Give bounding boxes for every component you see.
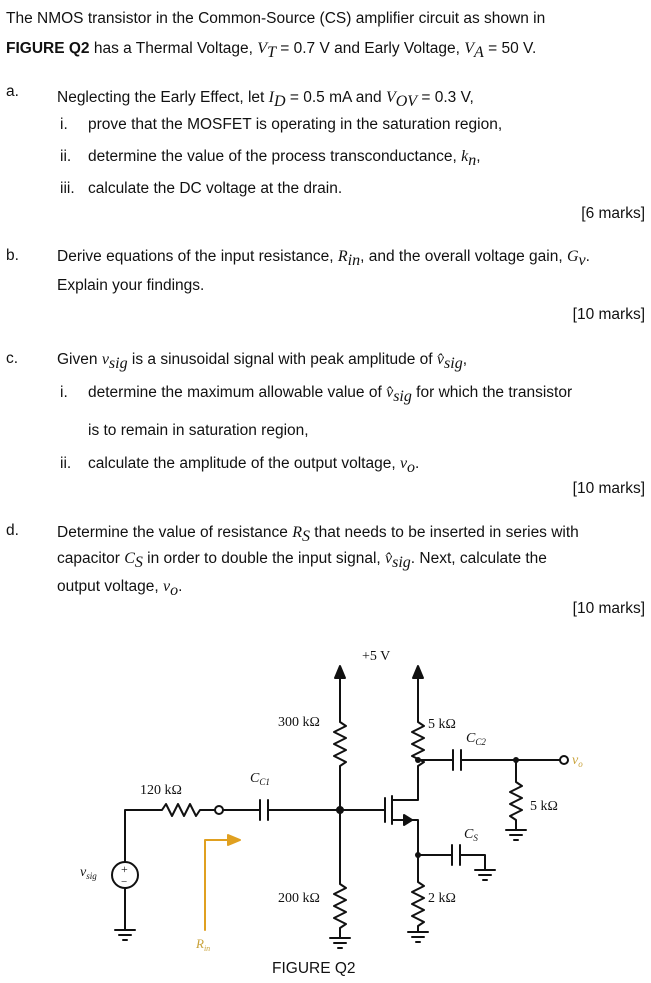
capacitor-cs bbox=[452, 845, 460, 865]
node-rsig bbox=[215, 806, 223, 814]
part-a-letter: a. bbox=[6, 83, 19, 100]
node-gate bbox=[337, 807, 343, 813]
resistor-rl bbox=[510, 760, 522, 830]
ground-rs bbox=[408, 932, 428, 942]
part-c-ii-num: ii. bbox=[60, 455, 72, 472]
capacitor-cc2 bbox=[453, 750, 461, 770]
part-c-i-num: i. bbox=[60, 384, 68, 401]
rs-label: 2 kΩ bbox=[428, 891, 456, 906]
intro-line-1: The NMOS transistor in the Common-Source (CS) amplifier circuit as shown in bbox=[6, 10, 546, 27]
supply-arrow-right-head bbox=[413, 666, 423, 678]
part-b-marks: [10 marks] bbox=[572, 306, 645, 323]
part-a-marks: [6 marks] bbox=[581, 205, 645, 222]
part-b-line2: Explain your findings. bbox=[57, 277, 205, 294]
node-output bbox=[560, 756, 568, 764]
rin-arrow-head bbox=[228, 835, 240, 845]
r1-label: 300 kΩ bbox=[278, 715, 320, 730]
supply-label: +5 V bbox=[362, 649, 391, 664]
vsig-label: $v_{sig}$ bbox=[80, 865, 97, 881]
part-c-i-line2: is to remain in saturation region, bbox=[88, 422, 309, 439]
part-c-marks: [10 marks] bbox=[572, 480, 645, 497]
part-b-text: Derive equations of the input resistance, $R_{in}$, and the overall voltage gain, $G_v$. bbox=[57, 248, 590, 270]
vsig-minus: − bbox=[121, 876, 128, 888]
part-d-line1: Determine the value of resistance $R_S$ that needs to be inserted in series with bbox=[57, 524, 579, 546]
cs-label: $C_S$ bbox=[464, 827, 478, 843]
rl-label: 5 kΩ bbox=[530, 799, 558, 814]
part-c-letter: c. bbox=[6, 350, 19, 367]
supply-arrow-left-head bbox=[335, 666, 345, 678]
resistor-rs bbox=[412, 878, 424, 932]
mosfet-drain bbox=[392, 780, 418, 800]
rd-label: 5 kΩ bbox=[428, 717, 456, 732]
part-b-letter: b. bbox=[6, 247, 19, 264]
ground-vsig bbox=[115, 930, 135, 940]
resistor-200k bbox=[334, 880, 346, 938]
part-a-iii-num: iii. bbox=[60, 180, 75, 197]
figure-reference: FIGURE Q2 bbox=[6, 40, 90, 57]
vo-label: $v_o$ bbox=[572, 753, 583, 769]
circuit-diagram bbox=[0, 630, 651, 955]
rin-arrow-line bbox=[205, 840, 235, 930]
part-d-line2: capacitor $C_S$ in order to double the input signal, $v̂_{sig}$. Next, calculate the bbox=[57, 550, 547, 572]
resistor-rd bbox=[412, 718, 424, 780]
part-d-letter: d. bbox=[6, 522, 19, 539]
r2-label: 200 kΩ bbox=[278, 891, 320, 906]
mosfet-source-arrow bbox=[404, 815, 412, 825]
resistor-120k bbox=[158, 804, 214, 816]
capacitor-cc1 bbox=[260, 800, 268, 820]
figure-caption: FIGURE Q2 bbox=[272, 960, 356, 977]
ground-200k bbox=[330, 938, 350, 948]
rin-label: $R_{in}$ bbox=[196, 936, 211, 953]
resistor-300k bbox=[334, 718, 346, 780]
part-c-ii-text: calculate the amplitude of the output voltage, $v_o$. bbox=[88, 455, 420, 477]
intro-line-2: FIGURE Q2 has a Thermal Voltage, $V_T = 0.7$ V and Early Voltage, $V_A = 50$ V. bbox=[6, 40, 537, 62]
part-a-ii-text: determine the value of the process transconductance, $k_n$, bbox=[88, 148, 481, 170]
ground-rl bbox=[506, 830, 526, 840]
vsig-plus: + bbox=[121, 862, 128, 876]
part-a-iii-text: calculate the DC voltage at the drain. bbox=[88, 180, 343, 197]
rsig-label: 120 kΩ bbox=[140, 783, 182, 798]
vsig-wire-top bbox=[125, 810, 158, 870]
part-a-ii-num: ii. bbox=[60, 148, 72, 165]
cc1-label: $C_{C1}$ bbox=[250, 771, 270, 787]
part-c-text: Given $v_{sig}$ is a sinusoidal signal with peak amplitude of $v̂_{sig}$, bbox=[57, 351, 467, 373]
cc2-label: $C_{C2}$ bbox=[466, 731, 486, 747]
wire-cs-ground bbox=[460, 855, 485, 870]
part-c-i-text: determine the maximum allowable value of $v̂_{sig}$ for which the transistor bbox=[88, 384, 573, 406]
ground-cs bbox=[475, 870, 495, 880]
part-a-i-num: i. bbox=[60, 116, 68, 133]
question-intro bbox=[6, 4, 545, 68]
part-a-i-text: prove that the MOSFET is operating in the saturation region, bbox=[88, 116, 503, 133]
part-d-line3: output voltage, $v_o$. bbox=[57, 578, 183, 600]
part-d-marks: [10 marks] bbox=[572, 600, 645, 617]
part-a-text: Neglecting the Early Effect, let $I_D = 0.5$ mA and $V_{OV} = 0.3$ V, bbox=[57, 89, 474, 111]
